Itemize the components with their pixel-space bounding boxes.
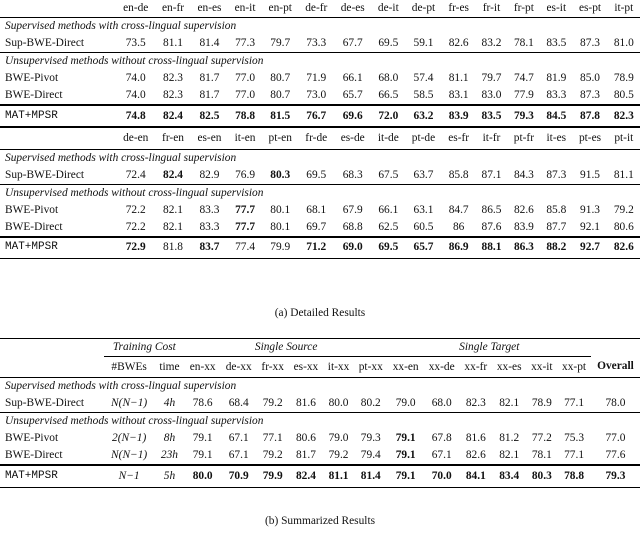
cell: N(N−1) (111, 397, 148, 409)
cell: 76.7 (299, 105, 334, 127)
cell: 8h (163, 432, 176, 444)
cell: 67.1 (431, 449, 452, 461)
cell: 85.0 (580, 72, 600, 84)
col-header: en-de (123, 2, 149, 14)
cell: 67.1 (228, 432, 249, 444)
cell: 82.3 (163, 72, 183, 84)
cell: 87.3 (580, 37, 600, 49)
cell: 82.6 (465, 449, 486, 461)
cell: 79.4 (360, 449, 381, 461)
detailed-results-table (0, 0, 640, 259)
cell: 85.8 (448, 168, 469, 181)
cell: 78.8 (557, 465, 591, 487)
cell: 83.5 (475, 105, 507, 127)
cell: 81.6 (295, 397, 316, 409)
cell: 72.4 (125, 168, 146, 181)
cell: 76.9 (235, 168, 256, 181)
cell: 79.3 (591, 465, 640, 487)
cell: 81.5 (262, 105, 299, 127)
group-header-single-target: Single Target (388, 339, 591, 357)
cell: 23h (160, 449, 178, 461)
cell: 81.0 (613, 37, 634, 49)
row-label: Sup-BWE-Direct (5, 168, 85, 181)
cell: 66.5 (378, 89, 399, 101)
cell: 81.1 (323, 465, 354, 487)
cell: 82.6 (513, 203, 534, 216)
cell: 66.1 (342, 72, 363, 84)
col-header: xx-it (531, 360, 553, 373)
cell: 85.8 (546, 203, 567, 216)
cell: 69.5 (306, 168, 327, 181)
cell: 79.1 (388, 465, 424, 487)
cell: 73.0 (306, 89, 327, 101)
cell: 77.2 (531, 432, 552, 444)
col-header: en-xx (189, 360, 216, 373)
summarized-results-table (0, 338, 640, 488)
cell: 65.7 (342, 89, 363, 101)
col-header: it-pt (614, 2, 634, 14)
cell: 77.6 (605, 449, 626, 461)
cell: 87.1 (481, 168, 502, 181)
section-title-row (0, 18, 640, 36)
cell: 81.9 (546, 72, 567, 84)
row-label: BWE-Direct (5, 220, 63, 233)
cell: 79.0 (328, 432, 349, 444)
cell: 87.3 (580, 89, 600, 101)
cell: 68.1 (306, 203, 327, 216)
col-header: en-it (234, 2, 256, 14)
col-header: it-en (228, 127, 261, 149)
cell: 88.1 (475, 237, 507, 259)
section-title-row (0, 184, 640, 202)
cell: 80.6 (295, 432, 316, 444)
cell: 67.5 (378, 168, 399, 181)
table-row (0, 395, 640, 413)
col-header: xx-fr (464, 360, 488, 373)
col-header: pt-it (608, 127, 640, 149)
mat-row (0, 237, 640, 259)
cell: 80.0 (185, 465, 221, 487)
cell: 80.0 (328, 397, 349, 409)
col-header: pt-en (262, 127, 299, 149)
col-header: fr-xx (261, 360, 284, 373)
cell: 68.0 (431, 397, 452, 409)
cell: 65.7 (405, 237, 442, 259)
group-header-row (0, 339, 640, 357)
col-header: de-en (116, 127, 155, 149)
cell: 79.1 (395, 449, 416, 461)
cell: 83.3 (199, 203, 220, 216)
col-header-row (0, 357, 640, 378)
cell: 75.3 (564, 432, 585, 444)
cell: 84.1 (460, 465, 492, 487)
cell: 83.5 (546, 37, 567, 49)
cell: 77.7 (235, 203, 256, 216)
cell: 79.3 (508, 105, 541, 127)
cell: 86.9 (442, 237, 475, 259)
cell: 70.9 (221, 465, 257, 487)
cell: 87.6 (481, 220, 502, 233)
cell: 86 (452, 220, 465, 233)
cell: 79.2 (262, 397, 283, 409)
cell: 87.3 (546, 168, 567, 181)
cell: 71.2 (299, 237, 334, 259)
header-row-2 (0, 127, 640, 149)
cell: 92.1 (580, 220, 600, 233)
cell: 69.5 (378, 37, 399, 49)
cell: 63.2 (405, 105, 442, 127)
section-title-row (0, 378, 640, 396)
cell: 78.9 (531, 397, 552, 409)
cell: 68.3 (342, 168, 363, 181)
col-header: es-it (546, 2, 567, 14)
cell: 82.4 (163, 168, 183, 181)
cell: 83.1 (448, 89, 469, 101)
col-header: it-fr (475, 127, 507, 149)
cell: 79.7 (481, 72, 502, 84)
cell: 73.5 (125, 37, 146, 49)
cell: 77.0 (605, 432, 626, 444)
cell: 80.5 (613, 89, 634, 101)
cell: 67.9 (342, 203, 363, 216)
detailed-results-table-container (0, 0, 640, 259)
col-header: en-pt (268, 2, 292, 14)
cell: 81.4 (199, 37, 220, 49)
cell: 83.2 (481, 37, 502, 49)
cell: 81.8 (155, 237, 190, 259)
cell: 78.1 (513, 37, 534, 49)
cell: 84.3 (513, 168, 534, 181)
cell: 80.7 (270, 72, 291, 84)
cell: 83.4 (492, 465, 527, 487)
col-header: es-fr (442, 127, 475, 149)
cell: 82.1 (499, 397, 520, 409)
cell: 72.2 (125, 203, 146, 216)
col-header: xx-es (496, 360, 522, 373)
cell: 81.6 (465, 432, 486, 444)
table-row (0, 167, 640, 185)
cell: 79.9 (257, 465, 289, 487)
cell: 79.1 (192, 432, 213, 444)
cell: 74.0 (125, 89, 146, 101)
cell: 73.3 (306, 37, 327, 49)
cell: 83.9 (513, 220, 534, 233)
cell: 82.6 (448, 37, 469, 49)
table-row (0, 87, 640, 105)
cell: 82.4 (155, 105, 190, 127)
cell: 67.7 (342, 37, 363, 49)
cell: 80.7 (270, 89, 291, 101)
col-header: en-fr (161, 2, 185, 14)
cell: N(N−1) (111, 449, 148, 461)
cell: 69.0 (334, 237, 372, 259)
section-title: Supervised methods with cross-lingual supervision (0, 149, 640, 167)
col-header: de-es (340, 2, 365, 14)
cell: 77.9 (513, 89, 534, 101)
cell: 79.1 (192, 449, 213, 461)
cell: 81.4 (354, 465, 388, 487)
section-title: Supervised methods with cross-lingual supervision (0, 18, 640, 36)
cell: 59.1 (413, 37, 434, 49)
row-label: MAT+MPSR (0, 465, 104, 487)
cell: 77.0 (235, 72, 256, 84)
cell: 5h (154, 465, 184, 487)
row-label: BWE-Direct (5, 89, 63, 101)
section-title-row (0, 53, 640, 71)
cell: 79.2 (262, 449, 283, 461)
cell: 67.1 (228, 449, 249, 461)
col-header: es-xx (293, 360, 319, 373)
cell: 78.9 (613, 72, 634, 84)
cell: 81.7 (199, 72, 220, 84)
cell: 81.7 (199, 89, 220, 101)
cell: 62.5 (378, 220, 399, 233)
row-label: BWE-Pivot (5, 432, 59, 444)
col-header: en-es (197, 2, 222, 14)
caption-detailed: (a) Detailed Results (274, 307, 366, 319)
cell: 83.9 (442, 105, 475, 127)
cell: 81.1 (613, 168, 634, 181)
cell: 72.2 (125, 220, 146, 233)
table-row (0, 447, 640, 465)
cell: 81.1 (163, 37, 183, 49)
cell: 77.7 (235, 220, 256, 233)
header-row-1 (0, 0, 640, 18)
cell: 63.7 (413, 168, 434, 181)
section-title-row (0, 149, 640, 167)
col-header: it-de (372, 127, 405, 149)
col-header: pt-fr (508, 127, 541, 149)
section-title: Unsupervised methods without cross-lingual supervision (0, 413, 640, 431)
cell: 82.4 (289, 465, 324, 487)
cell: 92.7 (572, 237, 607, 259)
col-header: pt-xx (358, 360, 383, 373)
cell: 82.1 (163, 220, 183, 233)
cell: 69.6 (334, 105, 372, 127)
col-header: xx-de (428, 360, 455, 373)
cell: 77.1 (564, 397, 585, 409)
section-title: Supervised methods with cross-lingual supervision (0, 378, 640, 396)
col-header: Overall (597, 360, 634, 373)
cell: 78.1 (531, 449, 552, 461)
cell: 78.0 (605, 397, 626, 409)
col-header: de-it (377, 2, 399, 14)
cell: 72.9 (116, 237, 155, 259)
cell: 79.1 (395, 432, 416, 444)
cell: 82.1 (163, 203, 183, 216)
section-title: Unsupervised methods without cross-lingual supervision (0, 184, 640, 202)
cell: 69.5 (372, 237, 405, 259)
cell: 68.8 (342, 220, 363, 233)
cell: 82.3 (163, 89, 183, 101)
cell: 2(N−1) (112, 432, 147, 444)
cell: 84.7 (448, 203, 469, 216)
col-header: it-xx (327, 360, 350, 373)
cell: 83.0 (481, 89, 502, 101)
cell: 84.5 (540, 105, 572, 127)
row-label: Sup-BWE-Direct (5, 37, 85, 49)
row-label: MAT+MPSR (0, 105, 116, 127)
col-header: it-es (540, 127, 572, 149)
col-header: #BWEs (111, 360, 147, 373)
row-label: BWE-Direct (5, 449, 63, 461)
cell: 83.3 (546, 89, 567, 101)
cell: 80.1 (270, 220, 291, 233)
col-header: xx-pt (562, 360, 587, 373)
cell: 79.2 (328, 449, 349, 461)
cell: 78.6 (192, 397, 213, 409)
row-label: BWE-Pivot (5, 203, 59, 216)
cell: 79.2 (613, 203, 634, 216)
row-label: Sup-BWE-Direct (5, 397, 85, 409)
cell: 74.7 (513, 72, 534, 84)
table-row (0, 430, 640, 447)
col-header: pt-es (572, 127, 607, 149)
cell: 78.8 (228, 105, 261, 127)
col-header: de-fr (305, 2, 328, 14)
group-header-training-cost: Training Cost (104, 339, 185, 357)
cell: 77.0 (235, 89, 256, 101)
cell: 82.9 (199, 168, 220, 181)
cell: 83.7 (191, 237, 229, 259)
table-row (0, 202, 640, 219)
col-header: time (159, 360, 180, 373)
cell: 79.0 (395, 397, 416, 409)
cell: N−1 (104, 465, 154, 487)
mat-row (0, 105, 640, 127)
cell: 86.3 (508, 237, 541, 259)
cell: 81.7 (295, 449, 316, 461)
caption-summarized: (b) Summarized Results (264, 515, 376, 527)
mat-row (0, 465, 640, 487)
cell: 79.3 (360, 432, 381, 444)
group-header-single-source: Single Source (185, 339, 388, 357)
cell: 69.7 (306, 220, 327, 233)
col-header: pt-de (405, 127, 442, 149)
cell: 87.8 (572, 105, 607, 127)
cell: 80.3 (270, 168, 291, 181)
cell: 82.3 (608, 105, 640, 127)
cell: 80.2 (360, 397, 381, 409)
cell: 77.1 (262, 432, 283, 444)
cell: 74.0 (125, 72, 146, 84)
summarized-results-table-container (0, 338, 640, 488)
section-title-row (0, 413, 640, 431)
table-row (0, 219, 640, 237)
cell: 81.1 (448, 72, 469, 84)
col-header: xx-en (392, 360, 419, 373)
cell: 77.3 (235, 37, 256, 49)
cell: 80.3 (526, 465, 557, 487)
cell: 71.9 (306, 72, 327, 84)
cell: 87.7 (546, 220, 567, 233)
cell: 79.7 (270, 37, 291, 49)
cell: 82.3 (465, 397, 486, 409)
col-header: fr-it (482, 2, 501, 14)
col-header: es-en (191, 127, 229, 149)
cell: 91.5 (580, 168, 600, 181)
table-row (0, 70, 640, 87)
cell: 68.0 (378, 72, 399, 84)
cell: 57.4 (413, 72, 434, 84)
cell: 4h (163, 397, 176, 409)
cell: 79.9 (262, 237, 299, 259)
section-title: Unsupervised methods without cross-lingual supervision (0, 53, 640, 71)
row-label: BWE-Pivot (5, 72, 59, 84)
cell: 68.4 (228, 397, 249, 409)
cell: 60.5 (413, 220, 434, 233)
row-label: MAT+MPSR (0, 237, 116, 259)
col-header: fr-en (155, 127, 190, 149)
cell: 67.8 (431, 432, 452, 444)
table-row (0, 35, 640, 53)
cell: 80.1 (270, 203, 291, 216)
cell: 82.5 (191, 105, 229, 127)
cell: 91.3 (580, 203, 600, 216)
cell: 63.1 (413, 203, 434, 216)
cell: 82.1 (499, 449, 520, 461)
col-header: fr-es (448, 2, 469, 14)
cell: 58.5 (413, 89, 434, 101)
cell: 82.6 (608, 237, 640, 259)
col-header: de-pt (411, 2, 436, 14)
cell: 74.8 (116, 105, 155, 127)
col-header: fr-pt (513, 2, 534, 14)
cell: 86.5 (481, 203, 502, 216)
col-header: fr-de (299, 127, 334, 149)
cell: 77.1 (564, 449, 585, 461)
cell: 77.4 (228, 237, 261, 259)
col-header: es-de (334, 127, 372, 149)
cell: 88.2 (540, 237, 572, 259)
cell: 70.0 (424, 465, 460, 487)
col-header: de-xx (225, 360, 252, 373)
cell: 80.6 (613, 220, 634, 233)
cell: 66.1 (378, 203, 399, 216)
col-header: es-pt (578, 2, 602, 14)
cell: 83.3 (199, 220, 220, 233)
cell: 81.2 (499, 432, 520, 444)
cell: 72.0 (372, 105, 405, 127)
